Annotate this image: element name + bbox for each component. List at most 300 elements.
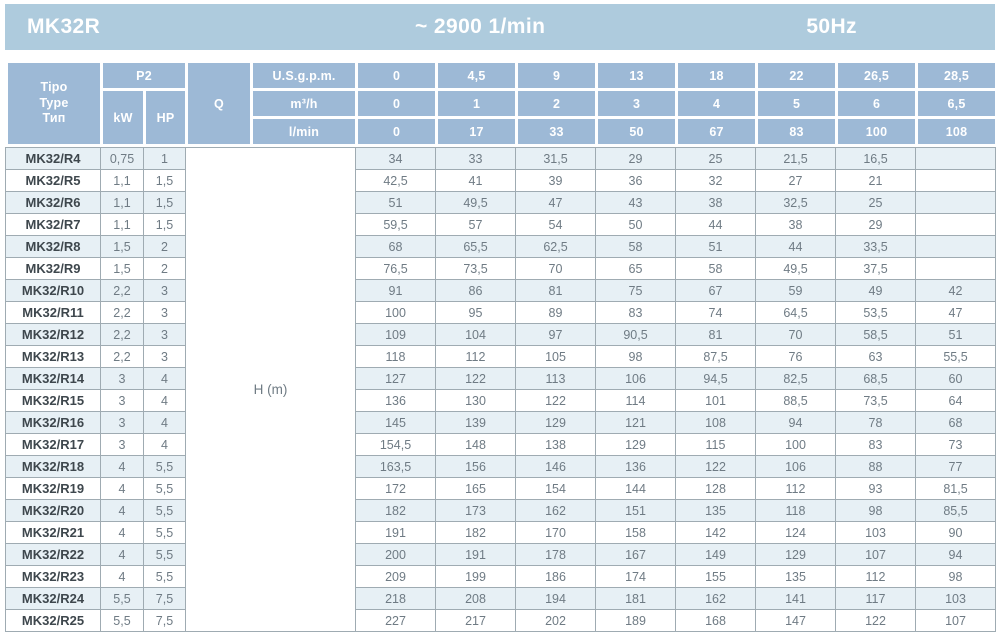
head-value-cell: 51 — [356, 192, 436, 214]
head-value-cell: 65,5 — [436, 236, 516, 258]
unit-m3h-cell: m³/h — [252, 90, 357, 118]
kw-cell: 4 — [101, 478, 144, 500]
head-value-cell — [916, 236, 996, 258]
head-value-cell: 90 — [916, 522, 996, 544]
head-value-cell: 87,5 — [676, 346, 756, 368]
head-value-cell: 217 — [436, 610, 516, 632]
kw-cell: 1,1 — [101, 214, 144, 236]
hp-cell: 5,5 — [144, 522, 186, 544]
head-value-cell: 113 — [516, 368, 596, 390]
head-value-cell — [916, 170, 996, 192]
head-value-cell: 36 — [596, 170, 676, 192]
hp-cell: 7,5 — [144, 588, 186, 610]
head-value-cell: 182 — [436, 522, 516, 544]
flow-value-cell: 4 — [677, 90, 757, 118]
head-value-cell: 32 — [676, 170, 756, 192]
head-value-cell: 60 — [916, 368, 996, 390]
head-value-cell: 98 — [916, 566, 996, 588]
head-value-cell: 142 — [676, 522, 756, 544]
performance-tbody — [6, 148, 996, 632]
hp-cell: 4 — [144, 434, 186, 456]
head-value-cell: 73 — [916, 434, 996, 456]
head-value-cell: 50 — [596, 214, 676, 236]
type-label-ru: Тип — [42, 111, 66, 126]
table-row — [6, 456, 996, 478]
head-value-cell: 172 — [356, 478, 436, 500]
head-value-cell: 38 — [676, 192, 756, 214]
head-value-cell: 100 — [756, 434, 836, 456]
kw-cell: 1,1 — [101, 192, 144, 214]
head-value-cell: 129 — [756, 544, 836, 566]
model-cell: MK32/R23 — [6, 566, 101, 588]
head-value-cell: 146 — [516, 456, 596, 478]
head-value-cell: 98 — [836, 500, 916, 522]
head-value-cell: 165 — [436, 478, 516, 500]
head-value-cell: 182 — [356, 500, 436, 522]
head-value-cell: 112 — [836, 566, 916, 588]
model-cell: MK32/R18 — [6, 456, 101, 478]
model-cell: MK32/R15 — [6, 390, 101, 412]
hp-cell: 5,5 — [144, 566, 186, 588]
kw-cell: 3 — [101, 434, 144, 456]
kw-cell: 1,1 — [101, 170, 144, 192]
kw-cell: 5,5 — [101, 588, 144, 610]
table-row — [6, 390, 996, 412]
hp-cell: 2 — [144, 236, 186, 258]
head-value-cell: 118 — [756, 500, 836, 522]
head-meters-cell: H (m) — [186, 148, 356, 632]
head-value-cell: 122 — [436, 368, 516, 390]
head-value-cell: 121 — [596, 412, 676, 434]
head-value-cell: 27 — [756, 170, 836, 192]
head-value-cell: 81 — [676, 324, 756, 346]
head-value-cell: 151 — [596, 500, 676, 522]
head-value-cell: 181 — [596, 588, 676, 610]
head-value-cell: 156 — [436, 456, 516, 478]
head-value-cell: 25 — [676, 148, 756, 170]
head-value-cell: 64 — [916, 390, 996, 412]
head-value-cell: 141 — [756, 588, 836, 610]
head-value-cell: 91 — [356, 280, 436, 302]
head-value-cell: 58 — [676, 258, 756, 280]
head-value-cell: 57 — [436, 214, 516, 236]
head-value-cell: 43 — [596, 192, 676, 214]
head-value-cell: 21,5 — [756, 148, 836, 170]
head-value-cell: 47 — [516, 192, 596, 214]
head-value-cell: 163,5 — [356, 456, 436, 478]
head-value-cell: 33 — [436, 148, 516, 170]
head-value-cell: 115 — [676, 434, 756, 456]
type-label-it: Tipo — [40, 80, 68, 95]
head-value-cell: 104 — [436, 324, 516, 346]
head-value-cell: 189 — [596, 610, 676, 632]
model-cell: MK32/R19 — [6, 478, 101, 500]
head-value-cell: 191 — [436, 544, 516, 566]
table-row — [6, 500, 996, 522]
unit-usgpm-cell: U.S.g.p.m. — [252, 62, 357, 90]
rotation-speed-label: ~ 2900 1/min — [415, 15, 546, 38]
head-value-cell: 208 — [436, 588, 516, 610]
head-value-cell: 174 — [596, 566, 676, 588]
table-row — [6, 368, 996, 390]
head-value-cell: 65 — [596, 258, 676, 280]
head-value-cell: 29 — [836, 214, 916, 236]
head-value-cell: 62,5 — [516, 236, 596, 258]
head-value-cell: 129 — [516, 412, 596, 434]
flow-value-cell: 0 — [357, 118, 437, 146]
model-cell: MK32/R25 — [6, 610, 101, 632]
head-value-cell: 107 — [916, 610, 996, 632]
head-value-cell: 186 — [516, 566, 596, 588]
head-value-cell: 105 — [516, 346, 596, 368]
head-value-cell: 64,5 — [756, 302, 836, 324]
head-value-cell: 136 — [596, 456, 676, 478]
kw-cell: 4 — [101, 522, 144, 544]
head-value-cell: 227 — [356, 610, 436, 632]
table-row — [6, 236, 996, 258]
hp-cell: 5,5 — [144, 544, 186, 566]
hp-cell: 3 — [144, 302, 186, 324]
head-value-cell: 63 — [836, 346, 916, 368]
head-value-cell: 49,5 — [756, 258, 836, 280]
table-row — [6, 522, 996, 544]
head-value-cell: 200 — [356, 544, 436, 566]
head-value-cell: 21 — [836, 170, 916, 192]
head-value-cell: 112 — [436, 346, 516, 368]
head-value-cell: 55,5 — [916, 346, 996, 368]
head-value-cell: 170 — [516, 522, 596, 544]
head-value-cell: 138 — [516, 434, 596, 456]
hp-cell: 1,5 — [144, 214, 186, 236]
head-value-cell: 122 — [516, 390, 596, 412]
kw-cell: 1,5 — [101, 236, 144, 258]
table-row — [6, 544, 996, 566]
head-value-cell: 38 — [756, 214, 836, 236]
head-value-cell: 59 — [756, 280, 836, 302]
head-value-cell: 73,5 — [836, 390, 916, 412]
head-value-cell: 173 — [436, 500, 516, 522]
kw-cell: 4 — [101, 500, 144, 522]
head-value-cell: 37,5 — [836, 258, 916, 280]
head-value-cell: 76 — [756, 346, 836, 368]
head-value-cell: 77 — [916, 456, 996, 478]
head-value-cell: 191 — [356, 522, 436, 544]
head-value-cell: 32,5 — [756, 192, 836, 214]
head-value-cell: 154 — [516, 478, 596, 500]
head-value-cell: 145 — [356, 412, 436, 434]
flow-value-cell: 83 — [757, 118, 837, 146]
head-value-cell: 124 — [756, 522, 836, 544]
head-value-cell: 74 — [676, 302, 756, 324]
head-value-cell: 135 — [756, 566, 836, 588]
head-value-cell: 42,5 — [356, 170, 436, 192]
model-cell: MK32/R8 — [6, 236, 101, 258]
p2-header-cell: P2 — [102, 62, 187, 90]
head-value-cell: 78 — [836, 412, 916, 434]
head-value-cell: 136 — [356, 390, 436, 412]
flow-value-cell: 4,5 — [437, 62, 517, 90]
head-value-cell: 75 — [596, 280, 676, 302]
hp-cell: 5,5 — [144, 478, 186, 500]
table-row — [6, 588, 996, 610]
head-value-cell: 127 — [356, 368, 436, 390]
kw-cell: 4 — [101, 544, 144, 566]
head-value-cell — [916, 148, 996, 170]
head-value-cell — [916, 258, 996, 280]
flow-value-cell: 13 — [597, 62, 677, 90]
kw-cell: 4 — [101, 566, 144, 588]
flow-value-cell: 50 — [597, 118, 677, 146]
head-value-cell: 68 — [916, 412, 996, 434]
head-value-cell: 122 — [836, 610, 916, 632]
model-cell: MK32/R24 — [6, 588, 101, 610]
flow-value-cell: 5 — [757, 90, 837, 118]
head-value-cell: 53,5 — [836, 302, 916, 324]
kw-cell: 2,2 — [101, 346, 144, 368]
head-value-cell: 147 — [756, 610, 836, 632]
table-row — [6, 324, 996, 346]
model-cell: MK32/R7 — [6, 214, 101, 236]
flow-value-cell: 3 — [597, 90, 677, 118]
head-value-cell: 122 — [676, 456, 756, 478]
head-value-cell: 94 — [756, 412, 836, 434]
hp-cell: 1,5 — [144, 192, 186, 214]
flow-value-cell: 67 — [677, 118, 757, 146]
table-title-bar — [5, 4, 995, 50]
head-value-cell: 88 — [836, 456, 916, 478]
head-value-cell: 162 — [676, 588, 756, 610]
model-cell: MK32/R4 — [6, 148, 101, 170]
head-value-cell: 202 — [516, 610, 596, 632]
performance-table — [5, 147, 996, 632]
table-row — [6, 566, 996, 588]
head-value-cell: 49 — [836, 280, 916, 302]
table-row — [6, 170, 996, 192]
hp-cell: 4 — [144, 390, 186, 412]
flow-value-cell: 17 — [437, 118, 517, 146]
head-value-cell: 149 — [676, 544, 756, 566]
head-value-cell: 178 — [516, 544, 596, 566]
kw-cell: 3 — [101, 390, 144, 412]
head-value-cell: 103 — [916, 588, 996, 610]
head-value-cell: 168 — [676, 610, 756, 632]
head-value-cell: 158 — [596, 522, 676, 544]
hp-cell: 1 — [144, 148, 186, 170]
table-row — [6, 346, 996, 368]
model-cell: MK32/R10 — [6, 280, 101, 302]
head-value-cell: 73,5 — [436, 258, 516, 280]
head-value-cell: 89 — [516, 302, 596, 324]
flow-value-cell: 9 — [517, 62, 597, 90]
head-value-cell: 34 — [356, 148, 436, 170]
table-row — [6, 192, 996, 214]
flow-value-cell: 108 — [917, 118, 997, 146]
head-value-cell: 58 — [596, 236, 676, 258]
flow-value-cell: 100 — [837, 118, 917, 146]
head-value-cell: 33,5 — [836, 236, 916, 258]
flow-value-cell: 28,5 — [917, 62, 997, 90]
head-value-cell: 76,5 — [356, 258, 436, 280]
kw-cell: 1,5 — [101, 258, 144, 280]
model-cell: MK32/R14 — [6, 368, 101, 390]
head-value-cell: 88,5 — [756, 390, 836, 412]
head-value-cell: 155 — [676, 566, 756, 588]
flow-value-cell: 26,5 — [837, 62, 917, 90]
flow-value-cell: 6,5 — [917, 90, 997, 118]
model-series-title: MK32R — [27, 15, 101, 38]
model-cell: MK32/R21 — [6, 522, 101, 544]
model-cell: MK32/R22 — [6, 544, 101, 566]
hp-cell: 1,5 — [144, 170, 186, 192]
head-value-cell: 59,5 — [356, 214, 436, 236]
hp-cell: 4 — [144, 368, 186, 390]
head-value-cell: 81,5 — [916, 478, 996, 500]
table-row — [6, 148, 996, 170]
head-value-cell: 162 — [516, 500, 596, 522]
head-value-cell: 94,5 — [676, 368, 756, 390]
head-value-cell: 98 — [596, 346, 676, 368]
head-value-cell: 139 — [436, 412, 516, 434]
unit-lmin-cell: l/min — [252, 118, 357, 146]
head-value-cell: 130 — [436, 390, 516, 412]
head-value-cell: 54 — [516, 214, 596, 236]
head-value-cell: 167 — [596, 544, 676, 566]
head-value-cell: 118 — [356, 346, 436, 368]
kw-cell: 3 — [101, 368, 144, 390]
head-value-cell: 41 — [436, 170, 516, 192]
head-value-cell: 108 — [676, 412, 756, 434]
head-value-cell: 44 — [676, 214, 756, 236]
model-cell: MK32/R16 — [6, 412, 101, 434]
head-value-cell: 209 — [356, 566, 436, 588]
head-value-cell: 85,5 — [916, 500, 996, 522]
kw-cell: 0,75 — [101, 148, 144, 170]
hp-header-cell: HP — [145, 90, 187, 146]
head-value-cell: 44 — [756, 236, 836, 258]
head-value-cell: 83 — [596, 302, 676, 324]
model-cell: MK32/R13 — [6, 346, 101, 368]
head-value-cell: 128 — [676, 478, 756, 500]
head-value-cell: 70 — [516, 258, 596, 280]
flow-value-cell: 6 — [837, 90, 917, 118]
head-value-cell: 51 — [916, 324, 996, 346]
model-cell: MK32/R17 — [6, 434, 101, 456]
column-header-table — [5, 60, 998, 147]
flow-value-cell: 1 — [437, 90, 517, 118]
model-cell: MK32/R5 — [6, 170, 101, 192]
head-value-cell: 106 — [596, 368, 676, 390]
head-value-cell: 129 — [596, 434, 676, 456]
hp-cell: 5,5 — [144, 500, 186, 522]
kw-cell: 2,2 — [101, 324, 144, 346]
table-row — [6, 478, 996, 500]
head-value-cell: 90,5 — [596, 324, 676, 346]
kw-cell: 5,5 — [101, 610, 144, 632]
head-value-cell: 199 — [436, 566, 516, 588]
flow-value-cell: 22 — [757, 62, 837, 90]
type-header-cell — [7, 62, 102, 146]
head-value-cell: 112 — [756, 478, 836, 500]
head-value-cell: 114 — [596, 390, 676, 412]
head-value-cell — [916, 214, 996, 236]
head-value-cell: 109 — [356, 324, 436, 346]
head-value-cell: 95 — [436, 302, 516, 324]
head-value-cell: 83 — [836, 434, 916, 456]
type-label-en: Type — [39, 95, 69, 110]
hp-cell: 7,5 — [144, 610, 186, 632]
table-row — [6, 258, 996, 280]
kw-cell: 4 — [101, 456, 144, 478]
head-value-cell: 97 — [516, 324, 596, 346]
head-value-cell: 148 — [436, 434, 516, 456]
header-row-m3h — [7, 90, 997, 118]
head-value-cell: 100 — [356, 302, 436, 324]
head-value-cell: 218 — [356, 588, 436, 610]
head-value-cell: 135 — [676, 500, 756, 522]
kw-cell: 2,2 — [101, 302, 144, 324]
head-value-cell: 25 — [836, 192, 916, 214]
head-value-cell: 68 — [356, 236, 436, 258]
hp-cell: 4 — [144, 412, 186, 434]
head-value-cell: 144 — [596, 478, 676, 500]
header-row-usgpm — [7, 62, 997, 90]
q-header-cell: Q — [187, 62, 252, 146]
table-row — [6, 302, 996, 324]
head-value-cell: 31,5 — [516, 148, 596, 170]
head-value-cell: 70 — [756, 324, 836, 346]
kw-cell: 3 — [101, 412, 144, 434]
head-value-cell: 29 — [596, 148, 676, 170]
head-value-cell: 93 — [836, 478, 916, 500]
flow-value-cell: 18 — [677, 62, 757, 90]
head-value-cell: 82,5 — [756, 368, 836, 390]
model-cell: MK32/R6 — [6, 192, 101, 214]
head-value-cell: 47 — [916, 302, 996, 324]
model-cell: MK32/R12 — [6, 324, 101, 346]
kw-header-cell: kW — [102, 90, 145, 146]
head-value-cell: 117 — [836, 588, 916, 610]
table-row — [6, 280, 996, 302]
head-value-cell: 94 — [916, 544, 996, 566]
table-row — [6, 214, 996, 236]
head-value-cell: 16,5 — [836, 148, 916, 170]
hp-cell: 5,5 — [144, 456, 186, 478]
head-value-cell: 58,5 — [836, 324, 916, 346]
head-value-cell: 42 — [916, 280, 996, 302]
model-cell: MK32/R9 — [6, 258, 101, 280]
head-value-cell: 81 — [516, 280, 596, 302]
model-cell: MK32/R20 — [6, 500, 101, 522]
head-value-cell: 101 — [676, 390, 756, 412]
flow-value-cell: 0 — [357, 90, 437, 118]
head-value-cell: 194 — [516, 588, 596, 610]
head-value-cell: 107 — [836, 544, 916, 566]
head-value-cell: 68,5 — [836, 368, 916, 390]
kw-cell: 2,2 — [101, 280, 144, 302]
head-value-cell: 67 — [676, 280, 756, 302]
head-value-cell — [916, 192, 996, 214]
model-cell: MK32/R11 — [6, 302, 101, 324]
flow-value-cell: 2 — [517, 90, 597, 118]
hp-cell: 3 — [144, 280, 186, 302]
table-row — [6, 610, 996, 632]
table-row — [6, 434, 996, 456]
hp-cell: 2 — [144, 258, 186, 280]
flow-value-cell: 33 — [517, 118, 597, 146]
head-value-cell: 106 — [756, 456, 836, 478]
head-value-cell: 49,5 — [436, 192, 516, 214]
head-value-cell: 39 — [516, 170, 596, 192]
